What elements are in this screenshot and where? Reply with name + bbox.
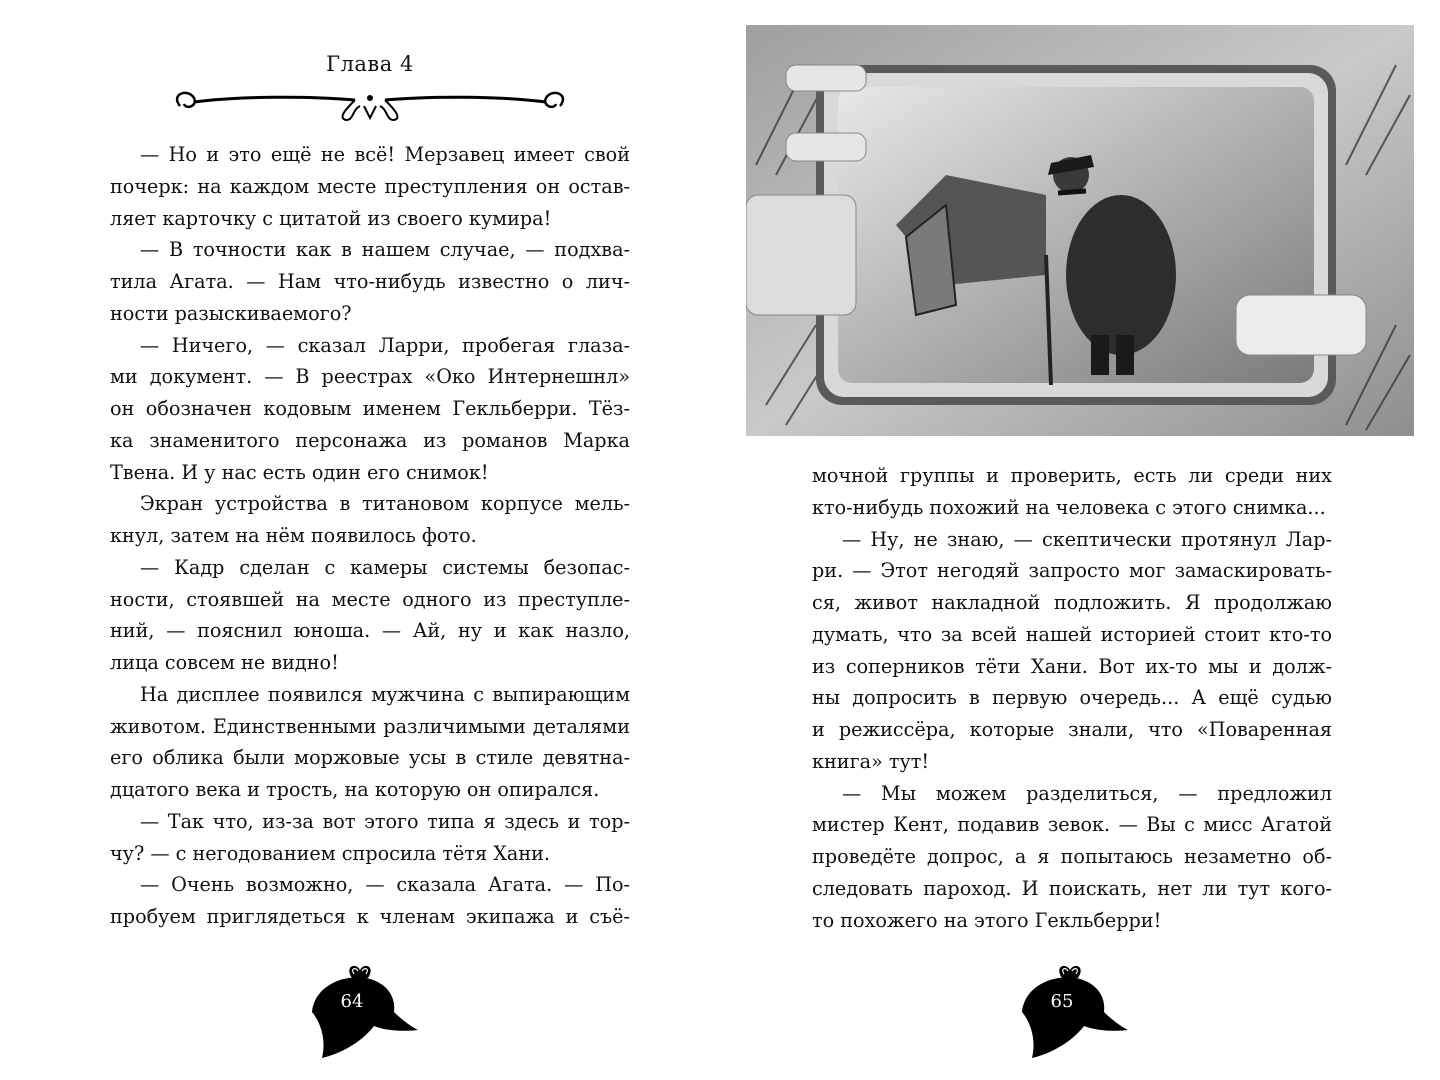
text-line: животом. Единственными различимыми деталями — [110, 714, 630, 738]
right-text-block — [812, 460, 1332, 936]
text-line: книга» тут! — [812, 749, 930, 773]
page-number-right: 65 — [1050, 991, 1074, 1012]
text-line: думать, что за всей нашей историей стоит кто-то — [812, 622, 1332, 646]
text-line: ны допросить в первую очередь... А ещё судью — [812, 686, 1332, 710]
chapter-title: Глава 4 — [326, 52, 414, 76]
page-number-left: 64 — [340, 991, 364, 1012]
text-line: — Но и это ещё не всё! Мерзавец имеет свой — [140, 143, 630, 166]
right-page — [720, 0, 1440, 1080]
text-line: ся, живот накладной подложить. Я продолжаю — [812, 591, 1332, 614]
text-line: ка знаменитого персонажа из романов Марка — [110, 428, 630, 452]
text-line: из соперников тёти Хани. Вот их-то мы и долж- — [812, 654, 1332, 678]
text-line: и режиссёра, которые знали, что «Поваренная — [812, 718, 1332, 741]
chapter-ornament — [160, 84, 580, 124]
text-line: ляет карточку с цитатой из своего кумира! — [110, 206, 552, 230]
text-line: — Очень возможно, — сказала Агата. — По- — [140, 873, 630, 897]
text-line: дцатого века и трость, на которую он опирался. — [110, 778, 600, 801]
text-line: ности, стоявшей на месте одного из преступле- — [110, 587, 630, 611]
text-line: пробуем приглядеться к членам экипажа и съё- — [110, 905, 630, 928]
page-number-right-wrapper — [1010, 960, 1130, 1060]
text-line: тила Агата. — Нам что-нибудь известно о лич- — [110, 270, 630, 293]
text-line: На дисплее появился мужчина с выпирающим — [140, 682, 630, 706]
text-line: его облика были моржовые усы в стиле девятна- — [110, 746, 630, 770]
text-line: проведёте допрос, а я попытаюсь незаметно об- — [812, 845, 1332, 868]
text-line: то похожего на этого Гекльберри! — [812, 908, 1162, 932]
text-line: ри. — Этот негодяй запросто мог замаскировать- — [812, 559, 1332, 583]
text-line: кнул, затем на нём появилось фото. — [110, 524, 477, 547]
text-line: лица совсем не видно! — [110, 651, 339, 674]
text-line: он обозначен кодовым именем Гекльберри. Тёз- — [110, 397, 630, 420]
text-line: Экран устройства в титановом корпусе мель- — [140, 492, 630, 516]
text-line: чу? — с негодованием спросила тётя Хани. — [110, 841, 551, 865]
text-line: ний, — пояснил юноша. — Ай, ну и как назло, — [110, 619, 630, 643]
text-line: следовать пароход. И поискать, нет ли тут кого- — [812, 876, 1332, 900]
illustration-security-camera-frame — [746, 25, 1414, 436]
text-line: мочной группы и проверить, есть ли среди них — [812, 464, 1332, 487]
text-line: ности разыскиваемого? — [110, 301, 352, 325]
text-line: — Ну, не знаю, — скептически протянул Лар- — [842, 527, 1332, 551]
text-line: кто-нибудь похожий на человека с этого снимка... — [812, 495, 1326, 519]
left-text-block — [110, 139, 630, 933]
text-line: — Так что, из-за вот этого типа я здесь и тор- — [140, 809, 630, 833]
text-line: мистер Кент, подавив зевок. — Вы с мисс Агатой — [812, 813, 1332, 837]
text-line: — В точности как в нашем случае, — подхва- — [140, 238, 630, 262]
text-line: ми документ. — В реестрах «Око Интернешнл» — [110, 365, 630, 389]
text-line: Твена. И у нас есть один его снимок! — [110, 460, 489, 484]
text-line: почерк: на каждом месте преступления он остав- — [110, 174, 630, 198]
text-line: — Кадр сделан с камеры системы безопас- — [140, 555, 630, 579]
text-line: — Ничего, — сказал Ларри, пробегая глаза- — [140, 333, 630, 357]
page-number-left-wrapper — [300, 960, 420, 1060]
text-line: — Мы можем разделиться, — предложил — [842, 781, 1332, 805]
